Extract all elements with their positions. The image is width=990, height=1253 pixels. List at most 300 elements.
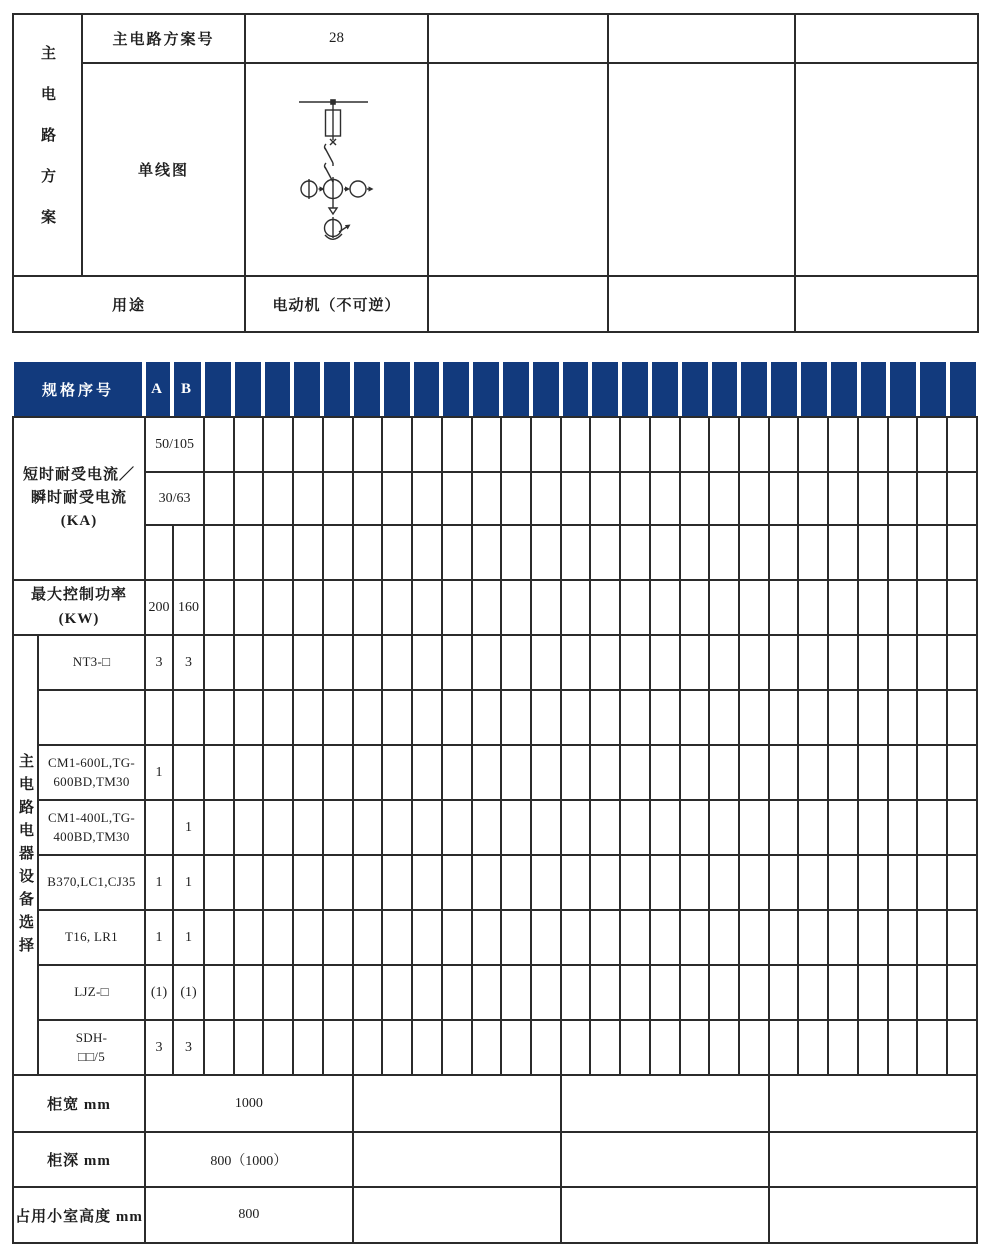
empty-cell (769, 417, 799, 472)
empty-cell (234, 580, 264, 635)
empty-cell (561, 965, 591, 1020)
empty-cell (947, 800, 977, 855)
empty-cell (293, 472, 323, 525)
empty-cell (590, 965, 620, 1020)
empty-cell (472, 525, 502, 580)
empty-cell (858, 1020, 888, 1075)
equipment-label: CM1-400L,TG- 400BD,TM30 (38, 800, 145, 855)
spec-header-empty-cell (501, 362, 531, 416)
empty-cell (501, 472, 531, 525)
scheme-no-label: 主电路方案号 (82, 14, 245, 63)
empty-cell (263, 690, 293, 745)
empty-cell (650, 800, 680, 855)
equipment-label: SDH- □□/5 (38, 1020, 145, 1075)
empty-cell (917, 635, 947, 690)
usage-label: 用途 (13, 276, 245, 332)
empty-cell (561, 690, 591, 745)
empty-cell (798, 855, 828, 910)
empty-cell (828, 910, 858, 965)
empty-cell (293, 855, 323, 910)
empty-cell (739, 525, 769, 580)
empty-cell (382, 417, 412, 472)
empty-cell (917, 965, 947, 1020)
empty-cell (608, 63, 795, 276)
empty-cell (442, 417, 472, 472)
empty-cell (323, 1020, 353, 1075)
empty-cell (531, 580, 561, 635)
empty-cell (531, 745, 561, 800)
empty-cell (353, 745, 383, 800)
equipment-b: 1 (173, 800, 204, 855)
spec-header-empty-cell (680, 362, 710, 416)
col-b-header: B (172, 362, 203, 416)
empty-cell (353, 965, 383, 1020)
empty-cell (769, 635, 799, 690)
empty-cell (204, 580, 234, 635)
empty-cell (709, 635, 739, 690)
empty-cell (263, 745, 293, 800)
empty-cell (561, 472, 591, 525)
empty-cell (234, 855, 264, 910)
empty-cell (382, 910, 412, 965)
cabinet-width-value: 1000 (145, 1075, 353, 1132)
equipment-a: 1 (145, 855, 173, 910)
main-circuit-scheme-table (12, 13, 979, 333)
empty-cell (531, 800, 561, 855)
empty-cell (323, 525, 353, 580)
empty-cell (472, 855, 502, 910)
empty-cell (263, 472, 293, 525)
empty-cell (888, 745, 918, 800)
empty-cell (561, 1020, 591, 1075)
empty-cell (709, 690, 739, 745)
empty-cell (263, 1020, 293, 1075)
equipment-b (173, 745, 204, 800)
empty-cell (234, 910, 264, 965)
empty-cell (263, 965, 293, 1020)
spec-header-empty-cell (531, 362, 561, 416)
equipment-group-label: 主电路电器设备选择 (17, 753, 33, 960)
equipment-label: B370,LC1,CJ35 (38, 855, 145, 910)
empty-cell (263, 800, 293, 855)
empty-cell (263, 910, 293, 965)
empty-cell (739, 690, 769, 745)
spec-header-empty-cell (441, 362, 471, 416)
empty-cell (858, 417, 888, 472)
empty-cell (650, 580, 680, 635)
equipment-label: CM1-600L,TG- 600BD,TM30 (38, 745, 145, 800)
empty-cell (412, 800, 442, 855)
empty-cell (382, 580, 412, 635)
empty-cell (798, 635, 828, 690)
empty-cell (858, 910, 888, 965)
empty-cell (501, 580, 531, 635)
empty-cell (769, 580, 799, 635)
empty-cell (353, 417, 383, 472)
empty-cell (828, 800, 858, 855)
spec-header-empty-cell (352, 362, 382, 416)
empty-cell (428, 276, 608, 332)
empty-cell (293, 800, 323, 855)
empty-cell (442, 855, 472, 910)
empty-cell (234, 965, 264, 1020)
empty-cell (709, 525, 739, 580)
empty-cell (204, 417, 234, 472)
empty-cell (947, 417, 977, 472)
empty-cell (795, 14, 978, 63)
empty-cell (828, 635, 858, 690)
withstand-value-row2: 30/63 (145, 472, 204, 525)
spec-header-empty-cell (471, 362, 501, 416)
empty-cell (472, 800, 502, 855)
empty-cell (680, 580, 710, 635)
empty-cell (531, 472, 561, 525)
empty-cell (234, 1020, 264, 1075)
empty-cell (858, 800, 888, 855)
empty-cell (620, 525, 650, 580)
empty-cell (680, 965, 710, 1020)
empty-cell (858, 855, 888, 910)
empty-cell (917, 580, 947, 635)
empty-cell (293, 745, 323, 800)
spec-header-empty-cell (739, 362, 769, 416)
empty-cell (680, 472, 710, 525)
empty-cell (798, 745, 828, 800)
empty-cell (620, 472, 650, 525)
empty-cell (769, 525, 799, 580)
empty-cell (234, 800, 264, 855)
empty-cell (293, 417, 323, 472)
max-power-b: 160 (173, 580, 204, 635)
empty-cell (620, 745, 650, 800)
empty-cell (590, 1020, 620, 1075)
empty-cell (739, 580, 769, 635)
spec-header-empty-cell (292, 362, 322, 416)
empty-cell (204, 800, 234, 855)
empty-cell (620, 910, 650, 965)
scheme-no-value: 28 (245, 14, 428, 63)
empty-cell (590, 635, 620, 690)
empty-cell (798, 910, 828, 965)
empty-cell (608, 14, 795, 63)
spec-header-empty-cell (590, 362, 620, 416)
empty-cell (917, 417, 947, 472)
empty-cell (828, 525, 858, 580)
usage-value: 电动机（不可逆） (245, 276, 428, 332)
empty-cell (353, 635, 383, 690)
equipment-a: 3 (145, 635, 173, 690)
empty-cell (501, 525, 531, 580)
compartment-height-label: 占用小室高度 mm (13, 1187, 145, 1243)
empty-cell (858, 472, 888, 525)
empty-cell (428, 63, 608, 276)
empty-cell (263, 855, 293, 910)
empty-cell (709, 472, 739, 525)
empty-cell (650, 910, 680, 965)
spec-header-empty-cell (620, 362, 650, 416)
empty-cell (323, 472, 353, 525)
empty-cell (650, 690, 680, 745)
spec-header-empty-cell (888, 362, 918, 416)
empty-cell (709, 1020, 739, 1075)
empty-cell (917, 690, 947, 745)
empty-cell (263, 525, 293, 580)
empty-cell (234, 525, 264, 580)
empty-cell (561, 1075, 769, 1132)
empty-cell (442, 635, 472, 690)
empty-cell (947, 910, 977, 965)
equipment-a: 3 (145, 1020, 173, 1075)
empty-cell (828, 745, 858, 800)
empty-cell (442, 472, 472, 525)
empty-cell (472, 635, 502, 690)
equipment-group-label-cell (13, 635, 38, 1075)
empty-cell (888, 580, 918, 635)
empty-cell (858, 525, 888, 580)
spec-header-empty-cell (650, 362, 680, 416)
empty-cell (412, 635, 442, 690)
empty-cell (680, 690, 710, 745)
empty-cell (412, 855, 442, 910)
empty-cell (531, 417, 561, 472)
empty-cell (608, 276, 795, 332)
empty-cell (650, 855, 680, 910)
empty-cell (769, 965, 799, 1020)
equipment-a (145, 690, 173, 745)
empty-cell (888, 855, 918, 910)
diagram-cell (245, 63, 428, 276)
empty-cell (680, 1020, 710, 1075)
equipment-a (145, 800, 173, 855)
empty-cell (620, 965, 650, 1020)
empty-cell (769, 745, 799, 800)
empty-cell (561, 580, 591, 635)
empty-cell (795, 276, 978, 332)
empty-cell (858, 635, 888, 690)
empty-cell (590, 800, 620, 855)
empty-cell (947, 855, 977, 910)
empty-cell (828, 965, 858, 1020)
empty-cell (620, 800, 650, 855)
empty-cell (561, 1187, 769, 1243)
empty-cell (412, 472, 442, 525)
empty-cell (263, 417, 293, 472)
empty-cell (472, 472, 502, 525)
empty-cell (917, 472, 947, 525)
empty-cell (650, 472, 680, 525)
empty-cell (888, 910, 918, 965)
empty-cell (590, 910, 620, 965)
spec-header-empty-cell (382, 362, 412, 416)
empty-cell (472, 965, 502, 1020)
empty-cell (472, 417, 502, 472)
empty-cell (204, 1020, 234, 1075)
scheme-group-label-cell (13, 14, 82, 276)
cabinet-width-label: 柜宽 mm (13, 1075, 145, 1132)
empty-cell (204, 635, 234, 690)
empty-cell (739, 472, 769, 525)
empty-cell (323, 800, 353, 855)
empty-cell (590, 580, 620, 635)
empty-cell (353, 525, 383, 580)
empty-cell (680, 635, 710, 690)
empty-cell (888, 965, 918, 1020)
spec-header-empty-cell (233, 362, 263, 416)
equipment-b: 3 (173, 635, 204, 690)
empty-cell (709, 855, 739, 910)
empty-cell (769, 1020, 799, 1075)
empty-cell (947, 690, 977, 745)
empty-cell (590, 690, 620, 745)
empty-cell (798, 1020, 828, 1075)
spec-header-empty-cell (710, 362, 740, 416)
spec-header-empty-cell (799, 362, 829, 416)
empty-cell (620, 580, 650, 635)
empty-cell (888, 1020, 918, 1075)
empty-cell (428, 14, 608, 63)
empty-cell (947, 635, 977, 690)
empty-cell (798, 800, 828, 855)
empty-cell (620, 417, 650, 472)
equipment-b: (1) (173, 965, 204, 1020)
spec-header-empty-cell (769, 362, 799, 416)
spec-header-empty-cell (918, 362, 948, 416)
empty-cell (353, 1187, 561, 1243)
empty-cell (293, 580, 323, 635)
empty-cell (858, 965, 888, 1020)
empty-cell (204, 525, 234, 580)
empty-cell (739, 965, 769, 1020)
empty-cell (531, 965, 561, 1020)
empty-cell (795, 63, 978, 276)
empty-cell (323, 745, 353, 800)
empty-cell (917, 910, 947, 965)
empty-cell (858, 745, 888, 800)
empty-cell (353, 855, 383, 910)
empty-cell (531, 635, 561, 690)
empty-cell (501, 417, 531, 472)
empty-cell (412, 745, 442, 800)
empty-cell (739, 800, 769, 855)
empty-cell (501, 745, 531, 800)
empty-cell (561, 855, 591, 910)
empty-cell (680, 417, 710, 472)
empty-cell (620, 855, 650, 910)
empty-cell (828, 690, 858, 745)
empty-cell (620, 690, 650, 745)
empty-cell (442, 1020, 472, 1075)
empty-cell (353, 690, 383, 745)
withstand-current-label: 短时耐受电流／ 瞬时耐受电流 (KA) (13, 417, 145, 580)
empty-cell (828, 417, 858, 472)
empty-cell (798, 690, 828, 745)
empty-cell (353, 1075, 561, 1132)
empty-cell (650, 1020, 680, 1075)
spec-header-title: 规格序号 (12, 362, 144, 416)
empty-cell (917, 745, 947, 800)
equipment-label: T16, LR1 (38, 910, 145, 965)
empty-cell (650, 965, 680, 1020)
empty-cell (204, 745, 234, 800)
spec-header-empty-cell (412, 362, 442, 416)
empty-cell (739, 910, 769, 965)
empty-cell (680, 745, 710, 800)
empty-cell (947, 965, 977, 1020)
empty-cell (590, 745, 620, 800)
spec-body-table (12, 416, 978, 1244)
empty-cell (234, 690, 264, 745)
empty-cell (501, 690, 531, 745)
empty-cell (917, 525, 947, 580)
empty-cell (888, 472, 918, 525)
empty-cell (888, 417, 918, 472)
empty-cell (382, 745, 412, 800)
empty-cell (204, 472, 234, 525)
empty-cell (917, 800, 947, 855)
empty-cell (650, 635, 680, 690)
empty-cell (769, 690, 799, 745)
empty-cell (888, 525, 918, 580)
spec-header-empty-cell (859, 362, 889, 416)
empty-cell (828, 580, 858, 635)
empty-cell (709, 745, 739, 800)
withstand-b-empty (173, 525, 204, 580)
empty-cell (888, 690, 918, 745)
spec-header-empty-cell (322, 362, 352, 416)
empty-cell (353, 800, 383, 855)
empty-cell (263, 635, 293, 690)
empty-cell (590, 472, 620, 525)
spec-header-row (12, 362, 978, 416)
empty-cell (382, 1020, 412, 1075)
empty-cell (828, 472, 858, 525)
empty-cell (412, 690, 442, 745)
empty-cell (769, 1132, 977, 1187)
empty-cell (353, 910, 383, 965)
empty-cell (798, 472, 828, 525)
empty-cell (412, 417, 442, 472)
empty-cell (382, 800, 412, 855)
empty-cell (531, 525, 561, 580)
empty-cell (888, 635, 918, 690)
empty-cell (917, 855, 947, 910)
empty-cell (561, 635, 591, 690)
empty-cell (590, 417, 620, 472)
empty-cell (382, 472, 412, 525)
empty-cell (798, 417, 828, 472)
diagram-label: 单线图 (82, 63, 245, 276)
empty-cell (888, 800, 918, 855)
empty-cell (739, 855, 769, 910)
empty-cell (293, 965, 323, 1020)
empty-cell (234, 635, 264, 690)
empty-cell (828, 1020, 858, 1075)
empty-cell (412, 580, 442, 635)
empty-cell (680, 910, 710, 965)
max-power-a: 200 (145, 580, 173, 635)
empty-cell (412, 910, 442, 965)
empty-cell (204, 965, 234, 1020)
equipment-a: 1 (145, 910, 173, 965)
empty-cell (204, 910, 234, 965)
empty-cell (412, 525, 442, 580)
empty-cell (620, 635, 650, 690)
empty-cell (442, 525, 472, 580)
empty-cell (709, 965, 739, 1020)
empty-cell (531, 855, 561, 910)
empty-cell (531, 1020, 561, 1075)
cabinet-depth-value: 800（1000） (145, 1132, 353, 1187)
